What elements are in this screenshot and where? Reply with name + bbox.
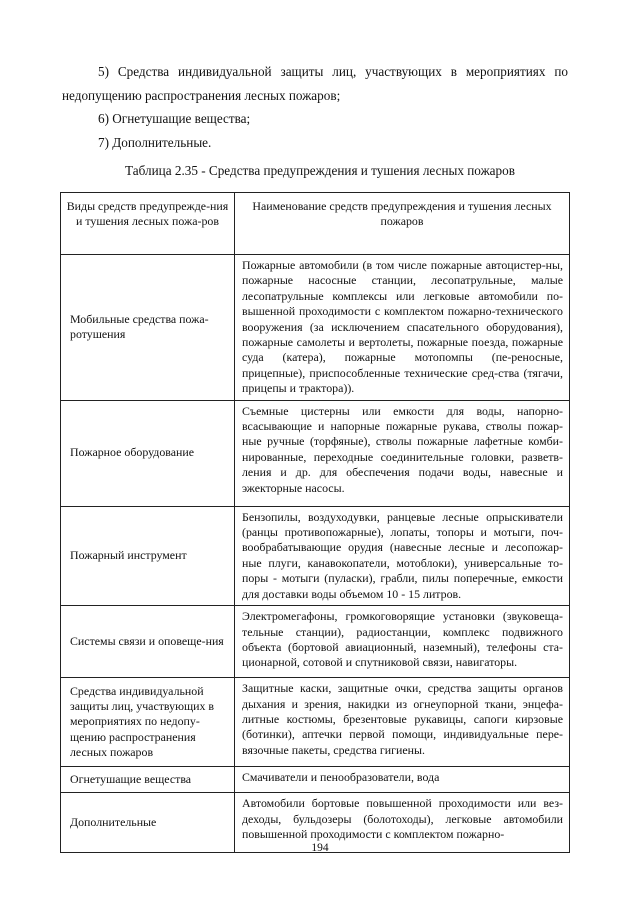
list-item-5-line-2: недопущению распространения лесных пожаров;: [62, 87, 341, 103]
row-kind: Средства индивидуальной защиты лиц, участвующих в мероприятиях по недопу-щению распространения лесных пожаров: [61, 678, 235, 767]
row-means: Автомобили бортовые повышенной проходимости или вез-деходы, бульдозеры (болотоходы), легковые автомобили повышенной проходимости с комплектом пожарно-: [235, 793, 570, 853]
table-header-row: [61, 193, 570, 255]
page-number: 194: [311, 842, 329, 854]
intro-list: [62, 60, 568, 154]
row-means: Смачиватели и пенообразователи, вода: [235, 767, 570, 793]
list-item-6: 6) Огнетушащие вещества;: [98, 111, 251, 126]
list-item-5-line-1: 5) Средства индивидуальной защиты лиц, участвующих в мероприятиях по: [98, 64, 568, 79]
row-means: Съемные цистерны или емкости для воды, напорно-всасывающие и напорные пожарные рукава, стволы пожар-ные ручные (торфяные), стволы пожарные лафетные комби-нированные, переходные соединительные головки, разветв-ления и др. для обеспечения подачи воды, навесные и эжекторные насосы.: [235, 400, 570, 506]
row-kind: Огнетушащие вещества: [61, 767, 235, 793]
table-row: [61, 506, 570, 605]
row-means: Пожарные автомобили (в том числе пожарные автоцистер-ны, пожарные насосные станции, лесопатрульные, малые лесопатрульные комплексы или легковые автомобили по-вышенной проходимости с комплектом пожарно-технического вооружения (за исключением спасательного оборудования), пожарные самолеты и вертолеты, пожарные поезда, пожарные суда (катера), пожарные мотопомпы (пе-реносные, прицепные), приспособленные технические сред-ства (тягачи, прицепы и трактора)).: [235, 255, 570, 401]
row-means: Защитные каски, защитные очки, средства защиты органов дыхания и зрения, накидки из огнеупорной ткани, энцефа-литные костюмы, брезентовые рукавицы, сапоги кирзовые (ботинки), аптечки первой помощи, индивидуальные пере-вязочные пакеты, средства гигиены.: [235, 678, 570, 767]
table-row: [61, 606, 570, 678]
table-row: [61, 400, 570, 506]
row-kind: Пожарный инструмент: [61, 506, 235, 605]
header-means: Наименование средств предупреждения и тушения лесных пожаров: [235, 193, 570, 255]
table-row: [61, 767, 570, 793]
table-row: [61, 255, 570, 401]
list-item-7: 7) Дополнительные.: [98, 134, 212, 150]
table-row: [61, 678, 570, 767]
row-means: Бензопилы, воздуходувки, ранцевые лесные опрыскиватели (ранцы противопожарные), лопаты, топоры и мотыги, поч-вообрабатывающие орудия (навесные лесные и лесопожар-ные плуги, канавокопатели, мотоблоки), универсальные то-поры - мотыги (пуласки), грабли, пилы поперечные, емкости для доставки воды объемом 10 - 15 литров.: [235, 506, 570, 605]
row-kind: Системы связи и оповеще-ния: [61, 606, 235, 678]
fire-means-table: [60, 192, 570, 853]
row-kind: Пожарное оборудование: [61, 400, 235, 506]
row-kind: Мобильные средства пожа-ротушения: [61, 255, 235, 401]
row-means: Электромегафоны, громкоговорящие установки (звуковеща-тельные станции), радиостанции, комплекс подвижного объекта (бортовой авиационный, наземный), телефоны ста-ционарной, сотовой и спутниковой связи, навигаторы.: [235, 606, 570, 678]
row-kind: Дополнительные: [61, 793, 235, 853]
table-caption: Таблица 2.35 - Средства предупреждения и тушения лесных пожаров: [125, 163, 515, 178]
header-kind: Виды средств предупрежде-ния и тушения лесных пожа-ров: [61, 193, 235, 255]
